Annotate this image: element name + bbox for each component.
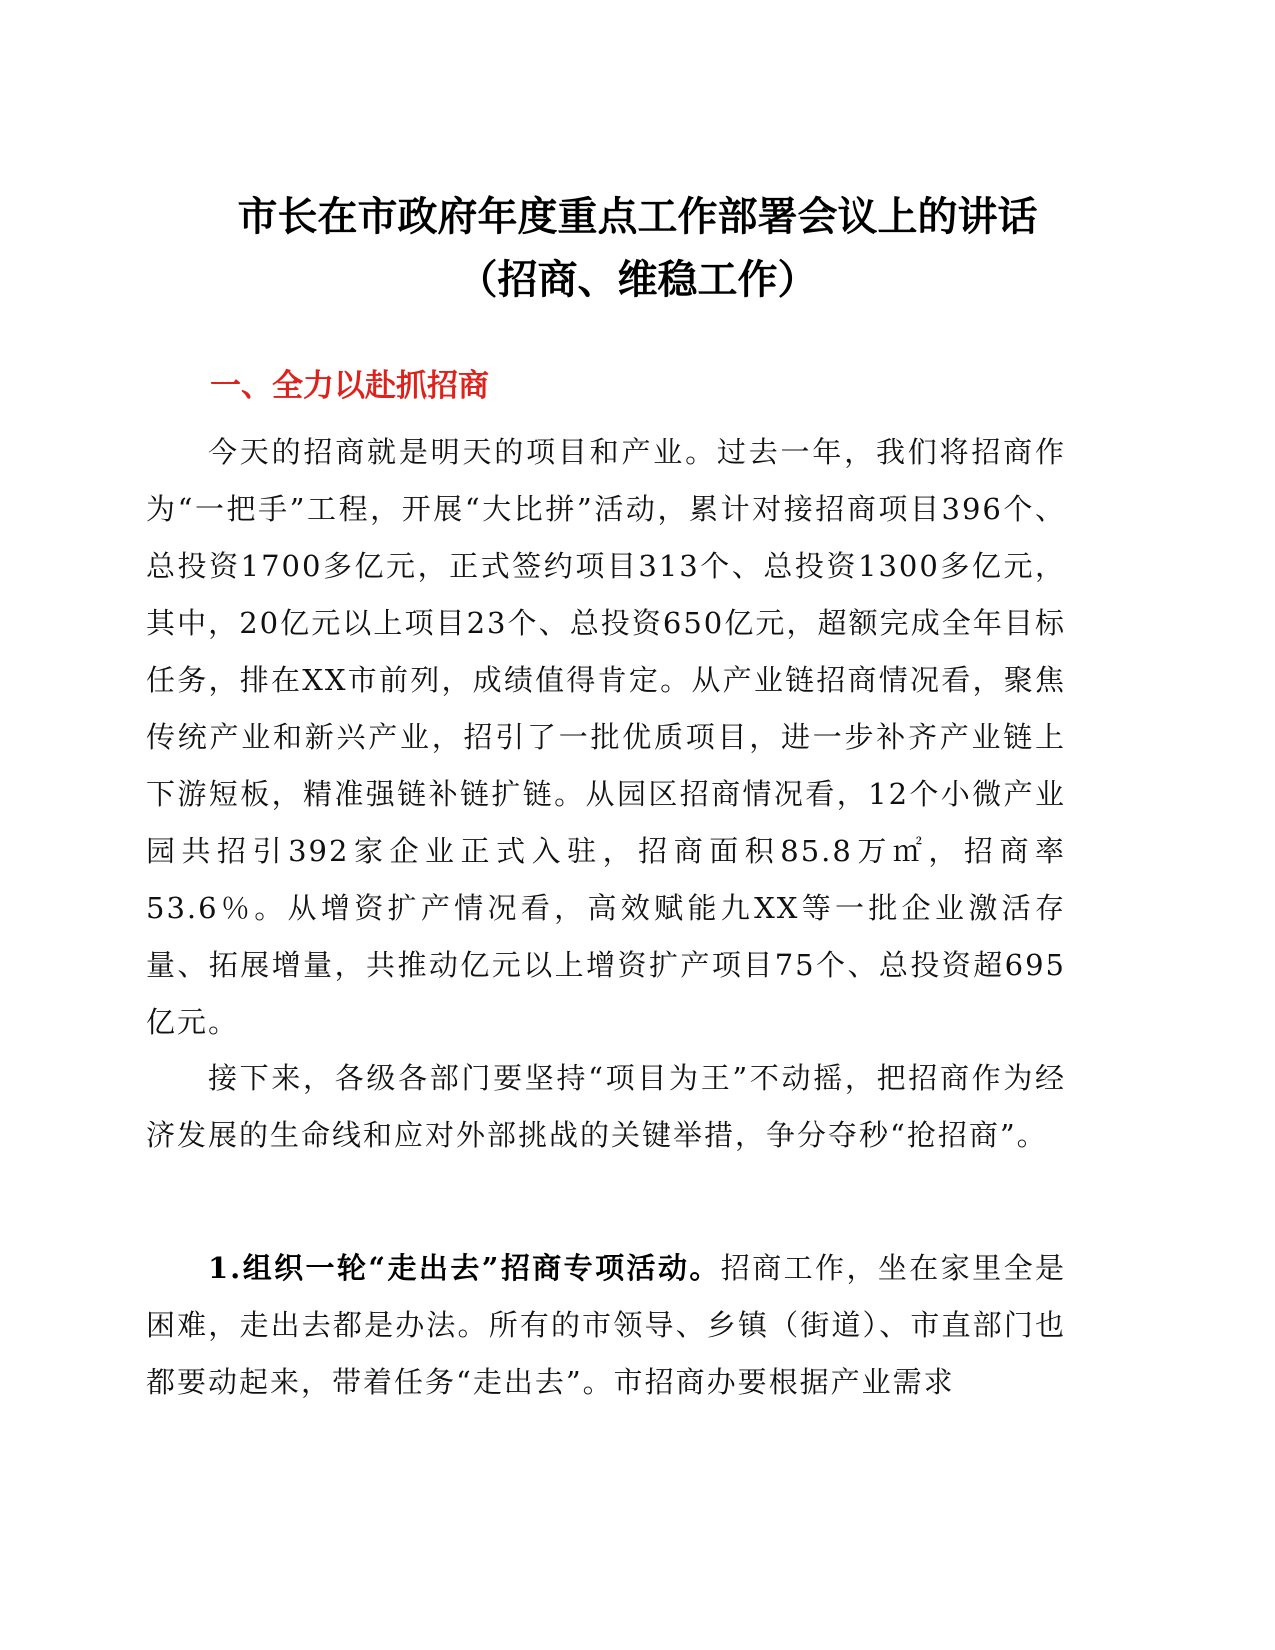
document-subtitle: （招商、维稳工作） (457, 256, 818, 303)
item-lead-text: 1.组织一轮“走出去”招商专项活动。 (208, 1251, 721, 1285)
item-body-text: 招商工作，坐在家里全是困难，走出去都是办法。所有的市领导、乡镇（街道）、市直部门也都要动起来，带着任务“走出去”。市招商办要根据产业需求 (146, 1251, 1066, 1399)
body-paragraph-1: 今天的招商就是明天的项目和产业。过去一年，我们将招商作为“一把手”工程，开展“大比拼”活动，累计对接招商项目396个、总投资1700多亿元，正式签约项目313个、总投资1300多亿元，其中，20亿元以上项目23个、总投资650亿元，超额完成全年目标任务，排在XX市前列，成绩值得肯定。从产业链招商情况看，聚焦传统产业和新兴产业，招引了一批优质项目，进一步补齐产业链上下游短板，精准强链补链扩链。从园区招商情况看，12个小微产业园共招引392家企业正式入驻，招商面积85.8万㎡，招商率53.6％。从增资扩产情况看，高效赋能九XX等一批企业激活存量、拓展增量，共推动亿元以上增资扩产项目75个、总投资超695亿元。 (146, 435, 1066, 1039)
body-paragraph-3 (146, 1240, 1066, 1411)
section-heading: 一、全力以赴抓招商 (210, 368, 489, 404)
body-paragraph-2: 接下来，各级各部门要坚持“项目为王”不动摇，把招商作为经济发展的生命线和应对外部挑战的关键举措，争分夺秒“抢招商”。 (146, 1061, 1066, 1152)
document-title: 市长在市政府年度重点工作部署会议上的讲话 (237, 193, 1038, 240)
